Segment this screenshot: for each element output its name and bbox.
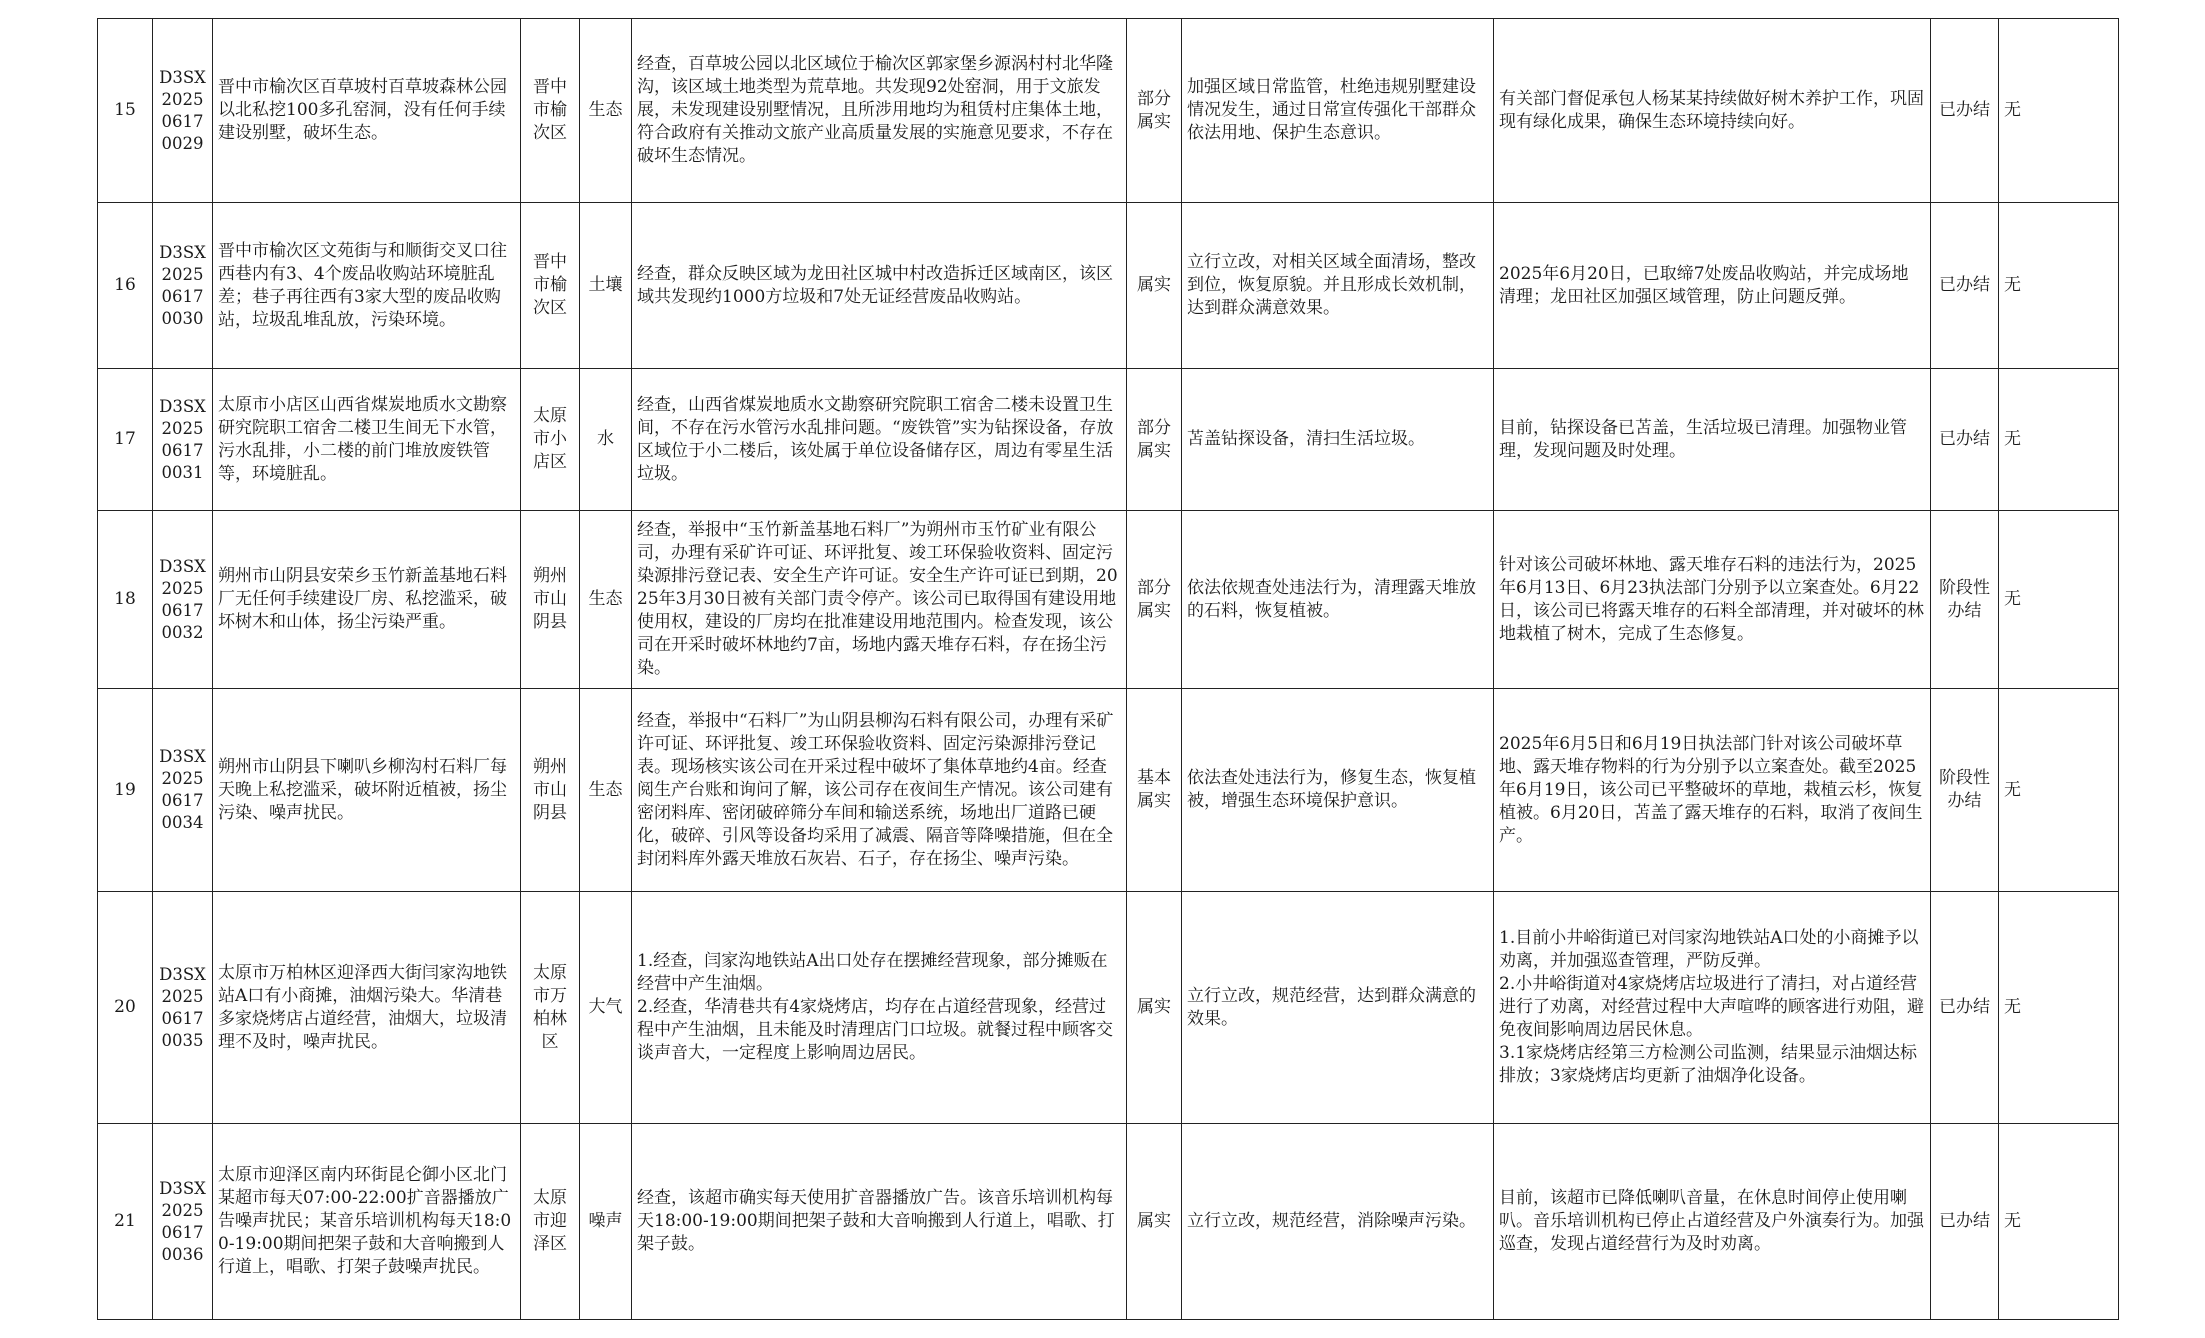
completion-status: 已办结: [1931, 19, 1999, 203]
district: 太原市迎泽区: [521, 1124, 580, 1320]
completion-status: 阶段性办结: [1931, 689, 1999, 892]
table-body: [98, 19, 2119, 1320]
rectification-measures: 立行立改，规范经营，消除噪声污染。: [1182, 1124, 1494, 1320]
investigation-result: 经查，山西省煤炭地质水文勘察研究院职工宿舍二楼未设置卫生间，不存在污水管污水乱排问题。“废铁管”实为钻探设备，存放区域位于小二楼后，该处属于单位设备储存区，周边有零星生活垃圾。: [632, 369, 1127, 511]
district: 太原市万柏林区: [521, 892, 580, 1124]
complaint-content: 朔州市山阴县安荣乡玉竹新盖基地石料厂无任何手续建设厂房、私挖滥采，破坏树木和山体，扬尘污染严重。: [213, 511, 521, 689]
row-number: 21: [98, 1124, 153, 1320]
verification-conclusion: 基本属实: [1127, 689, 1182, 892]
table-row: [98, 689, 2119, 892]
rectification-result: 2025年6月20日，已取缔7处废品收购站，并完成场地清理；龙田社区加强区域管理，防止问题反弹。: [1494, 203, 1931, 369]
accountability: 无: [1999, 203, 2119, 369]
rectification-result: 2025年6月5日和6月19日执法部门针对该公司破坏草地、露天堆存物料的行为分别予以立案查处。截至2025年6月19日，该公司已平整破坏的草地，栽植云杉，恢复植被。6月20日，苫盖了露天堆存的石料，取消了夜间生产。: [1494, 689, 1931, 892]
pollution-category: 大气: [580, 892, 632, 1124]
completion-status: 阶段性办结: [1931, 511, 1999, 689]
rectification-result: 有关部门督促承包人杨某某持续做好树木养护工作，巩固现有绿化成果，确保生态环境持续向好。: [1494, 19, 1931, 203]
rectification-measures: 依法查处违法行为，修复生态，恢复植被，增强生态环境保护意识。: [1182, 689, 1494, 892]
accountability: 无: [1999, 892, 2119, 1124]
complaint-table: [97, 18, 2119, 1320]
case-code: D3SX20250617 0035: [153, 892, 213, 1124]
investigation-result: 1.经查，闫家沟地铁站A出口处存在摆摊经营现象，部分摊贩在经营中产生油烟。 2.经查，华清巷共有4家烧烤店，均存在占道经营现象，经营过程中产生油烟，且未能及时清理店门口垃圾。就餐过程中顾客交谈声音大，一定程度上影响周边居民。: [632, 892, 1127, 1124]
complaint-content: 太原市迎泽区南内环街昆仑御小区北门某超市每天07:00-22:00扩音器播放广告噪声扰民；某音乐培训机构每天18:00-19:00期间把架子鼓和大音响搬到人行道上，唱歌、打架子鼓噪声扰民。: [213, 1124, 521, 1320]
verification-conclusion: 部分属实: [1127, 19, 1182, 203]
verification-conclusion: 部分属实: [1127, 369, 1182, 511]
case-code: D3SX20250617 0030: [153, 203, 213, 369]
row-number: 20: [98, 892, 153, 1124]
case-code: D3SX20250617 0032: [153, 511, 213, 689]
table-row: [98, 369, 2119, 511]
investigation-result: 经查，群众反映区域为龙田社区城中村改造拆迁区域南区，该区域共发现约1000方垃圾和7处无证经营废品收购站。: [632, 203, 1127, 369]
accountability: 无: [1999, 1124, 2119, 1320]
case-code: D3SX20250617 0036: [153, 1124, 213, 1320]
pollution-category: 生态: [580, 511, 632, 689]
complaint-content: 太原市万柏林区迎泽西大街闫家沟地铁站A口有小商摊，油烟污染大。华清巷多家烧烤店占道经营，油烟大，垃圾清理不及时，噪声扰民。: [213, 892, 521, 1124]
pollution-category: 生态: [580, 19, 632, 203]
table-row: [98, 1124, 2119, 1320]
completion-status: 已办结: [1931, 1124, 1999, 1320]
accountability: 无: [1999, 369, 2119, 511]
district: 晋中市榆次区: [521, 19, 580, 203]
pollution-category: 水: [580, 369, 632, 511]
district: 太原市小店区: [521, 369, 580, 511]
pollution-category: 土壤: [580, 203, 632, 369]
complaint-content: 朔州市山阴县下喇叭乡柳沟村石料厂每天晚上私挖滥采，破坏附近植被，扬尘污染、噪声扰民。: [213, 689, 521, 892]
case-code: D3SX20250617 0034: [153, 689, 213, 892]
investigation-result: 经查，举报中“玉竹新盖基地石料厂”为朔州市玉竹矿业有限公司，办理有采矿许可证、环评批复、竣工环保验收资料、固定污染源排污登记表、安全生产许可证。安全生产许可证已到期，2025年3月30日被有关部门责令停产。该公司已取得国有建设用地使用权，建设的厂房均在批准建设用地范围内。检查发现，该公司在开采时破坏林地约7亩，场地内露天堆存石料，存在扬尘污染。: [632, 511, 1127, 689]
pollution-category: 噪声: [580, 1124, 632, 1320]
rectification-measures: 立行立改，对相关区域全面清场，整改到位，恢复原貌。并且形成长效机制，达到群众满意效果。: [1182, 203, 1494, 369]
investigation-result: 经查，该超市确实每天使用扩音器播放广告。该音乐培训机构每天18:00-19:00期间把架子鼓和大音响搬到人行道上，唱歌、打架子鼓。: [632, 1124, 1127, 1320]
rectification-result: 目前，钻探设备已苫盖，生活垃圾已清理。加强物业管理，发现问题及时处理。: [1494, 369, 1931, 511]
rectification-measures: 苫盖钻探设备，清扫生活垃圾。: [1182, 369, 1494, 511]
accountability: 无: [1999, 19, 2119, 203]
table-row: [98, 203, 2119, 369]
completion-status: 已办结: [1931, 203, 1999, 369]
rectification-result: 针对该公司破坏林地、露天堆存石料的违法行为，2025年6月13日、6月23执法部门分别予以立案查处。6月22日，该公司已将露天堆存的石料全部清理，并对破坏的林地栽植了树木，完成了生态修复。: [1494, 511, 1931, 689]
rectification-result: 目前，该超市已降低喇叭音量，在休息时间停止使用喇叭。音乐培训机构已停止占道经营及户外演奏行为。加强巡查，发现占道经营行为及时劝离。: [1494, 1124, 1931, 1320]
completion-status: 已办结: [1931, 369, 1999, 511]
table-row: [98, 19, 2119, 203]
investigation-result: 经查，百草坡公园以北区域位于榆次区郭家堡乡源涡村村北华隆沟，该区域土地类型为荒草地。共发现92处窑洞，用于文旅发展，未发现建设别墅情况，且所涉用地均为租赁村庄集体土地，符合政府有关推动文旅产业高质量发展的实施意见要求，不存在破坏生态情况。: [632, 19, 1127, 203]
investigation-result: 经查，举报中“石料厂”为山阴县柳沟石料有限公司，办理有采矿许可证、环评批复、竣工环保验收资料、固定污染源排污登记表。现场核实该公司在开采过程中破坏了集体草地约4亩。经查阅生产台账和询问了解，该公司存在夜间生产情况。该公司建有密闭料库、密闭破碎筛分车间和输送系统，场地出厂道路已硬化，破碎、引风等设备均采用了减震、隔音等降噪措施，但在全封闭料库外露天堆放石灰岩、石子，存在扬尘、噪声污染。: [632, 689, 1127, 892]
rectification-measures: 加强区域日常监管，杜绝违规别墅建设情况发生，通过日常宣传强化干部群众依法用地、保护生态意识。: [1182, 19, 1494, 203]
row-number: 16: [98, 203, 153, 369]
row-number: 19: [98, 689, 153, 892]
complaint-content: 太原市小店区山西省煤炭地质水文勘察研究院职工宿舍二楼卫生间无下水管，污水乱排，小二楼的前门堆放废铁管等，环境脏乱。: [213, 369, 521, 511]
complaint-content: 晋中市榆次区文苑街与和顺街交叉口往西巷内有3、4个废品收购站环境脏乱差；巷子再往西有3家大型的废品收购站，垃圾乱堆乱放，污染环境。: [213, 203, 521, 369]
table-row: [98, 892, 2119, 1124]
rectification-measures: 依法依规查处违法行为，清理露天堆放的石料，恢复植被。: [1182, 511, 1494, 689]
rectification-measures: 立行立改，规范经营，达到群众满意的效果。: [1182, 892, 1494, 1124]
district: 朔州市山阴县: [521, 511, 580, 689]
case-code: D3SX20250617 0029: [153, 19, 213, 203]
case-code: D3SX20250617 0031: [153, 369, 213, 511]
complaint-content: 晋中市榆次区百草坡村百草坡森林公园以北私挖100多孔窑洞，没有任何手续建设别墅，破坏生态。: [213, 19, 521, 203]
row-number: 18: [98, 511, 153, 689]
verification-conclusion: 属实: [1127, 1124, 1182, 1320]
table-row: [98, 511, 2119, 689]
pollution-category: 生态: [580, 689, 632, 892]
completion-status: 已办结: [1931, 892, 1999, 1124]
verification-conclusion: 部分属实: [1127, 511, 1182, 689]
accountability: 无: [1999, 511, 2119, 689]
verification-conclusion: 属实: [1127, 892, 1182, 1124]
accountability: 无: [1999, 689, 2119, 892]
row-number: 15: [98, 19, 153, 203]
rectification-result: 1.目前小井峪街道已对闫家沟地铁站A口处的小商摊予以劝离，并加强巡查管理，严防反弹。 2.小井峪街道对4家烧烤店垃圾进行了清扫，对占道经营进行了劝离，对经营过程中大声喧哗的顾客进行劝阻，避免夜间影响周边居民休息。 3.1家烧烤店经第三方检测公司监测，结果显示油烟达标排放；3家烧烤店均更新了油烟净化设备。: [1494, 892, 1931, 1124]
district: 晋中市榆次区: [521, 203, 580, 369]
row-number: 17: [98, 369, 153, 511]
verification-conclusion: 属实: [1127, 203, 1182, 369]
district: 朔州市山阴县: [521, 689, 580, 892]
